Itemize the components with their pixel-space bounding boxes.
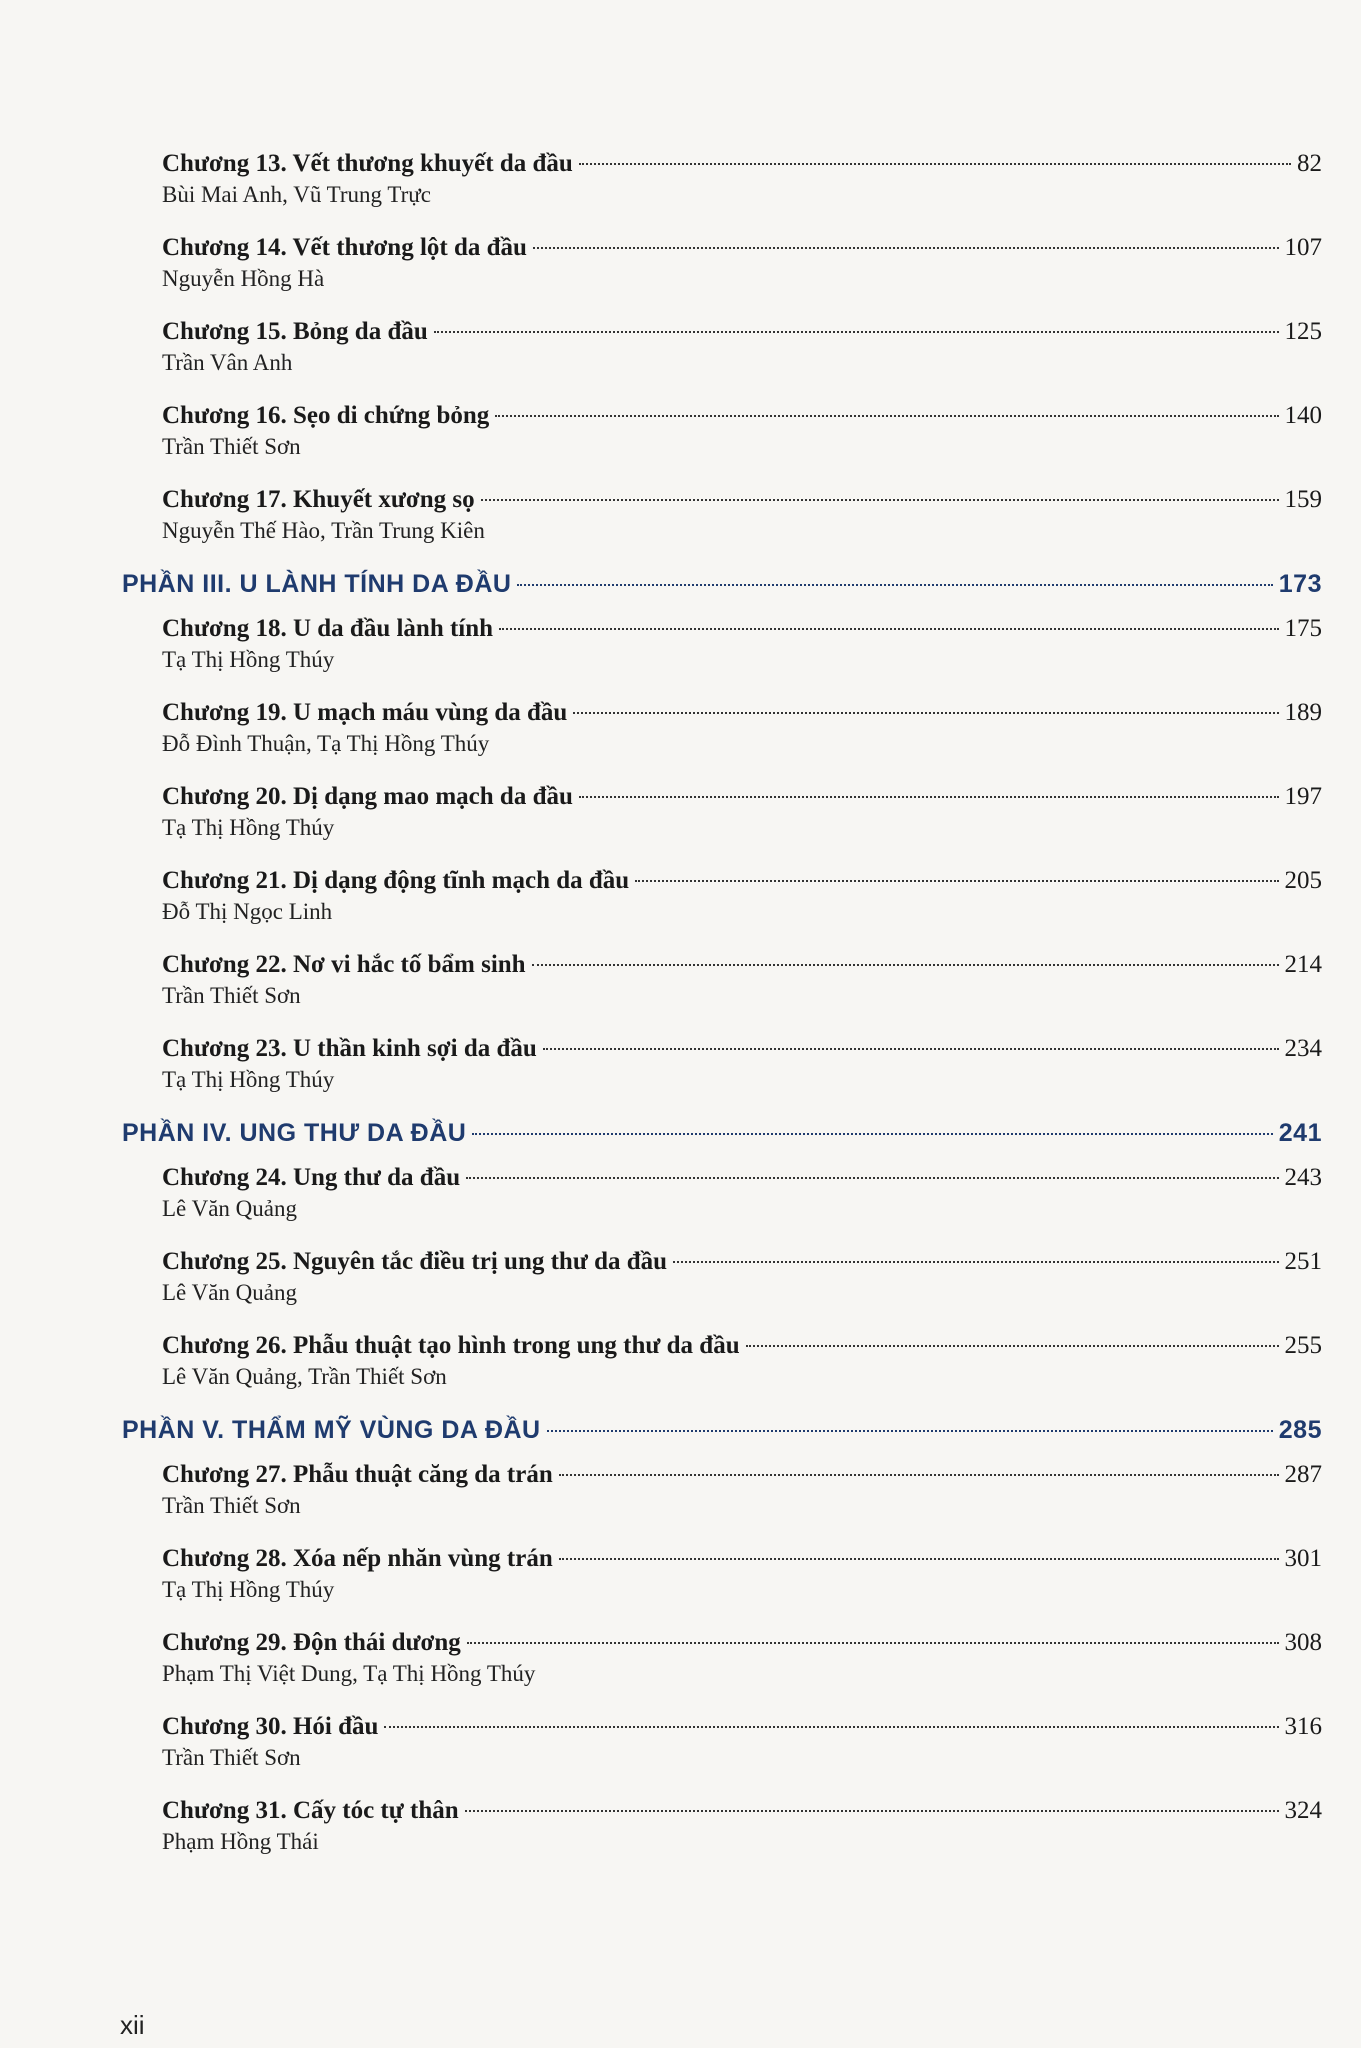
page-number: 205: [1284, 867, 1322, 894]
chapter-authors: Lê Văn Quảng: [162, 1196, 297, 1221]
part-heading: [122, 570, 1322, 599]
chapter-title: Chương 28. Xóa nếp nhăn vùng trán: [162, 1545, 553, 1572]
chapter-authors: Nguyễn Thế Hào, Trần Trung Kiên: [162, 518, 485, 543]
dot-leader: [579, 796, 1279, 798]
dot-leader: [547, 1430, 1273, 1432]
chapter-authors: Phạm Thị Việt Dung, Tạ Thị Hồng Thúy: [162, 1661, 536, 1686]
chapter-authors: Tạ Thị Hồng Thúy: [162, 1577, 335, 1602]
dot-leader: [579, 163, 1291, 165]
page-number: 301: [1284, 1545, 1322, 1572]
chapter-group-c: [122, 1164, 1322, 1390]
page-number: 255: [1284, 1332, 1322, 1359]
page-number: 251: [1284, 1248, 1322, 1275]
chapter-title: Chương 24. Ung thư da đầu: [162, 1164, 461, 1191]
toc-entry: [162, 150, 1322, 208]
chapter-group-b: [122, 615, 1322, 1093]
chapter-group-d: [122, 1461, 1322, 1855]
page-number: 175: [1284, 615, 1322, 642]
chapter-title: Chương 31. Cấy tóc tự thân: [162, 1797, 459, 1824]
chapter-authors: Trần Thiết Sơn: [162, 983, 301, 1008]
dot-leader: [499, 628, 1278, 630]
table-of-contents: [122, 150, 1322, 1881]
page-number: 140: [1284, 402, 1322, 429]
part-heading: [122, 1119, 1322, 1148]
dot-leader: [543, 1048, 1279, 1050]
chapter-authors: Đỗ Đình Thuận, Tạ Thị Hồng Thúy: [162, 731, 490, 756]
dot-leader: [434, 331, 1279, 333]
dot-leader: [466, 1177, 1278, 1179]
toc-entry: [162, 1629, 1322, 1687]
toc-entry: [162, 1248, 1322, 1306]
page-number: 324: [1284, 1797, 1322, 1824]
chapter-authors: Tạ Thị Hồng Thúy: [162, 815, 335, 840]
chapter-title: Chương 29. Độn thái dương: [162, 1629, 461, 1656]
chapter-title: Chương 16. Sẹo di chứng bỏng: [162, 402, 490, 429]
dot-leader: [495, 415, 1278, 417]
chapter-authors: Bùi Mai Anh, Vũ Trung Trực: [162, 182, 431, 207]
chapter-title: Chương 18. U da đầu lành tính: [162, 615, 494, 642]
chapter-title: Chương 25. Nguyên tắc điều trị ung thư da đầu: [162, 1248, 668, 1275]
chapter-title: Chương 14. Vết thương lột da đầu: [162, 234, 527, 261]
dot-leader: [467, 1642, 1279, 1644]
chapter-title: Chương 27. Phẫu thuật căng da trán: [162, 1461, 553, 1488]
page-number: 214: [1284, 951, 1322, 978]
chapter-authors: Trần Thiết Sơn: [162, 434, 301, 459]
footer-page-number: xii: [120, 2010, 145, 2040]
dot-leader: [559, 1558, 1279, 1560]
dot-leader: [559, 1474, 1279, 1476]
toc-entry: [162, 486, 1322, 544]
dot-leader: [472, 1133, 1272, 1135]
dot-leader: [673, 1261, 1278, 1263]
part-title: PHẦN III. U LÀNH TÍNH DA ĐẦU: [122, 570, 512, 598]
chapter-title: Chương 23. U thần kinh sợi da đầu: [162, 1035, 537, 1062]
page-number: 82: [1297, 150, 1322, 177]
chapter-title: Chương 20. Dị dạng mao mạch da đầu: [162, 783, 573, 810]
chapter-authors: Lê Văn Quảng, Trần Thiết Sơn: [162, 1364, 447, 1389]
toc-entry: [162, 1035, 1322, 1093]
toc-entry: [162, 1332, 1322, 1390]
chapter-authors: Trần Thiết Sơn: [162, 1745, 301, 1770]
toc-entry: [162, 318, 1322, 376]
chapter-authors: Tạ Thị Hồng Thúy: [162, 647, 335, 672]
page-number: 241: [1278, 1119, 1322, 1147]
toc-entry: [162, 951, 1322, 1009]
toc-entry: [162, 1797, 1322, 1855]
chapter-title: Chương 21. Dị dạng động tĩnh mạch da đầu: [162, 867, 630, 894]
page-number: 107: [1284, 234, 1322, 261]
chapter-title: Chương 22. Nơ vi hắc tố bẩm sinh: [162, 951, 526, 978]
page-number: 189: [1284, 699, 1322, 726]
chapter-authors: Nguyễn Hồng Hà: [162, 266, 325, 291]
page-number: 308: [1284, 1629, 1322, 1656]
page-number: 234: [1284, 1035, 1322, 1062]
toc-entry: [162, 402, 1322, 460]
chapter-title: Chương 17. Khuyết xương sọ: [162, 486, 475, 513]
chapter-title: Chương 30. Hói đầu: [162, 1713, 379, 1740]
chapter-title: Chương 19. U mạch máu vùng da đầu: [162, 699, 568, 726]
dot-leader: [635, 880, 1278, 882]
chapter-authors: Trần Thiết Sơn: [162, 1493, 301, 1518]
page-number: 285: [1278, 1416, 1322, 1444]
chapter-group-a: [122, 150, 1322, 544]
page-number: 316: [1284, 1713, 1322, 1740]
chapter-title: Chương 26. Phẫu thuật tạo hình trong ung thư da đầu: [162, 1332, 740, 1359]
part-heading: [122, 1416, 1322, 1445]
dot-leader: [384, 1726, 1278, 1728]
toc-entry: [162, 234, 1322, 292]
chapter-title: Chương 15. Bỏng da đầu: [162, 318, 428, 345]
toc-entry: [162, 699, 1322, 757]
dot-leader: [517, 584, 1272, 586]
dot-leader: [481, 499, 1279, 501]
toc-entry: [162, 783, 1322, 841]
toc-entry: [162, 867, 1322, 925]
chapter-title: Chương 13. Vết thương khuyết da đầu: [162, 150, 573, 177]
dot-leader: [533, 247, 1279, 249]
dot-leader: [573, 712, 1278, 714]
page-number: 197: [1284, 783, 1322, 810]
page-number: 125: [1284, 318, 1322, 345]
page-number: 243: [1284, 1164, 1322, 1191]
page-number: 287: [1284, 1461, 1322, 1488]
toc-entry: [162, 1164, 1322, 1222]
part-title: PHẦN V. THẨM MỸ VÙNG DA ĐẦU: [122, 1416, 541, 1444]
dot-leader: [532, 964, 1279, 966]
toc-entry: [162, 1545, 1322, 1603]
dot-leader: [465, 1810, 1279, 1812]
toc-entry: [162, 615, 1322, 673]
toc-entry: [162, 1461, 1322, 1519]
chapter-authors: Đỗ Thị Ngọc Linh: [162, 899, 333, 924]
chapter-authors: Tạ Thị Hồng Thúy: [162, 1067, 335, 1092]
chapter-authors: Lê Văn Quảng: [162, 1280, 297, 1305]
part-title: PHẦN IV. UNG THƯ DA ĐẦU: [122, 1119, 467, 1147]
toc-entry: [162, 1713, 1322, 1771]
dot-leader: [746, 1345, 1279, 1347]
chapter-authors: Trần Vân Anh: [162, 350, 293, 375]
page-number: 173: [1278, 570, 1322, 598]
page-number: 159: [1284, 486, 1322, 513]
chapter-authors: Phạm Hồng Thái: [162, 1829, 319, 1854]
